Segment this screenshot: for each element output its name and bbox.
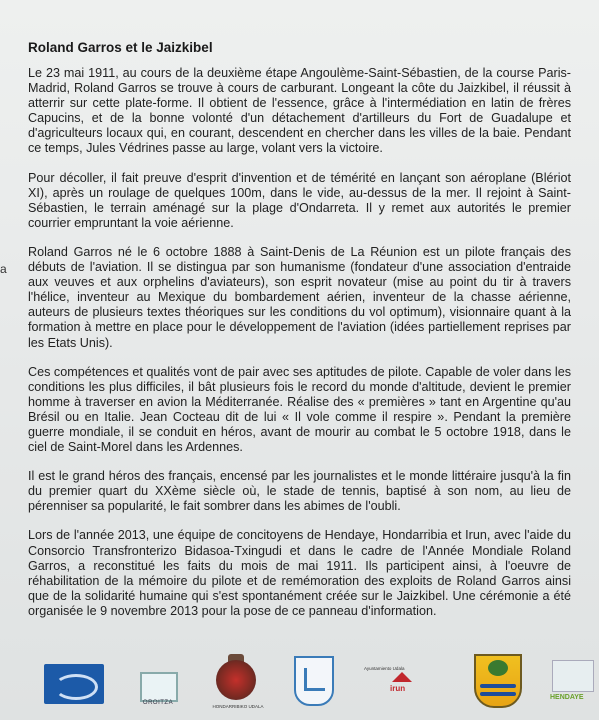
paragraph-5: Il est le grand héros des français, encensé par les journalistes et le monde littéraire jusqu'à la fin du premier quart du XXème siècle où, le stade de tennis, baptisé à son nom, au lieu de pérenniser sa popularité, le fait sombrer dans les abimes de l'oubli. xyxy=(28,469,571,514)
paragraph-1: Le 23 mai 1911, au cours de la deuxième étape Angoulème-Saint-Sébastien, de la course Paris-Madrid, Roland Garros se trouve à cours de carburant. Longeant la côte du Jaizkibel, il réussit à atterrir sur cette plate-forme. Il obtient de l'essence, grâce à l'intermédiation en latin de frères Capucins, et de la bonne volonté d'un détachement d'artilleurs du Fort de Guadalupe et d'agriculteurs locaux qui, en courant, descendent en chercher dans les villes de la baie. Pendant ce temps, Jules Védrines passe au large, volant vers la victoire. xyxy=(28,66,571,156)
paragraph-3: Roland Garros né le 6 octobre 1888 à Saint-Denis de La Réunion est un pilote français des débuts de l'aviation. Il se distingua par son humanisme (fondateur d'une association d'entraide aux veuves et aux orphelins d'aviateurs), son esprit novateur (mise au point du tir à travers l'hélice, inventeur au Mexique du bombardement aérien, inventeur de la chasse aérienne, auteurs de plusieurs textes théoriques sur les conditions du vol optimum), visionnaire quant à la formation à mettre en place pour le développement de l'aviation (idées partiellement reprises par les Etats Unis). xyxy=(28,244,571,350)
oroitza-logo: OROITZA xyxy=(138,650,178,710)
hendaye-logo: HENDAYE xyxy=(548,656,599,708)
swirl-logo xyxy=(44,664,104,704)
stray-letter: a xyxy=(0,262,7,276)
paragraph-6: Lors de l'année 2013, une équipe de concitoyens de Hendaye, Hondarribia et Irun, avec l'aide du Consorcio Transfronterizo Bidasoa-Txingudi et dans le cadre de l'Année Mondiale Roland Garros, a reconstitué les faits du mois de mai 1911. Ils participent ainsi, à l'oeuvre de réhabilitation de la mémoire du pilote et de remémoration des exploits de Roland Garros ainsi que de la solidarité humaine qui s'est spontanément créée sur le Jaizkibel. Une cérémonie a été organisée le 9 novembre 2013 pour la pose de ce panneau d'information. xyxy=(28,528,571,618)
panel-body xyxy=(28,66,571,633)
hondarribia-crest-logo: HONDARRIBIKO UDALA xyxy=(212,654,262,710)
sponsor-logos xyxy=(0,646,599,720)
paragraph-4: Ces compétences et qualités vont de pair avec ses aptitudes de pilote. Capable de voler dans les conditions les plus difficiles, il bât plusieurs fois le record du monde d'altitude, devient le premier homme à traverser en avion la Méditerranée. Réalise des « premières » tant en Argentine qu'au Brésil ou en Italie. Jean Cocteau dit de lui « Il vole comme il respire ». Pendant la première guerre mondiale, il se conduit en héros, avant de mourir au combat le 5 octobre 1918, dans le ciel de Saint-Morel dans les Ardennes. xyxy=(28,364,571,455)
irun-logo: Ayuntamiento Udala irun xyxy=(364,666,440,696)
panel-title: Roland Garros et le Jaizkibel xyxy=(28,40,213,55)
tree-shield-logo xyxy=(474,654,522,708)
shield-figure-logo xyxy=(294,656,334,706)
paragraph-2: Pour décoller, il fait preuve d'esprit d'invention et de témérité en lançant son aéroplane (Blériot XI), après un roulage de quelques 100m, dans le vide, au-dessus de la mer. Il rejoint à Saint-Sébastien, le terrain aménagé sur la plage d'Ondarreta. Il y remet aux autorités le premier courrier empruntant la voie aérienne. xyxy=(28,170,571,230)
